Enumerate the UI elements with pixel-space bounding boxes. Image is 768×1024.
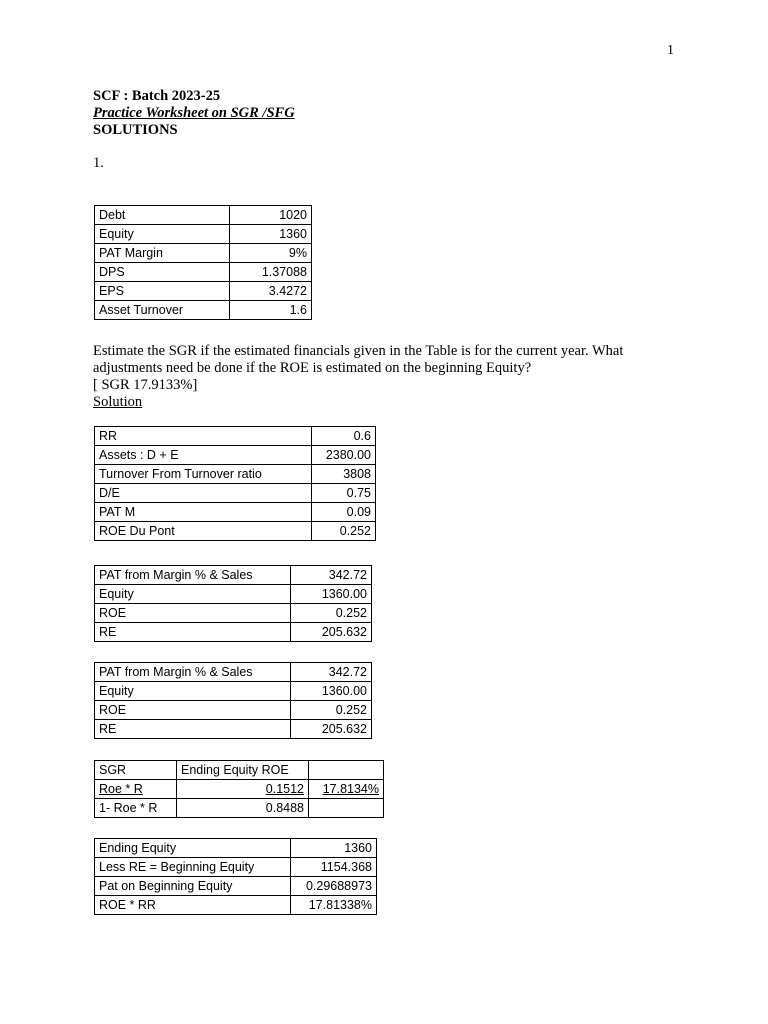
solution-label: Solution bbox=[93, 394, 143, 410]
table-row bbox=[95, 858, 377, 877]
table-cell-label: RR bbox=[95, 427, 312, 446]
table-row bbox=[95, 244, 312, 263]
table-row bbox=[95, 720, 372, 739]
table-row bbox=[95, 427, 376, 446]
table-cell-value: 1360.00 bbox=[291, 682, 372, 701]
table-cell-label: RE bbox=[95, 623, 291, 642]
table-row bbox=[95, 839, 377, 858]
table-row bbox=[95, 522, 376, 541]
table-cell-value: 1360 bbox=[291, 839, 377, 858]
table-cell-label: PAT from Margin % & Sales bbox=[95, 663, 291, 682]
sgr-table bbox=[94, 760, 384, 818]
table-cell-value: 9% bbox=[230, 244, 312, 263]
page-number: 1 bbox=[667, 43, 674, 58]
table-cell-value: 0.252 bbox=[312, 522, 376, 541]
given-financials-table bbox=[94, 205, 312, 320]
table-row bbox=[95, 225, 312, 244]
table-cell-label: Roe * R bbox=[95, 780, 177, 799]
beginning-equity-table bbox=[94, 838, 377, 915]
table-row bbox=[95, 896, 377, 915]
table-row bbox=[95, 503, 376, 522]
table-cell-label: EPS bbox=[95, 282, 230, 301]
question-text: Estimate the SGR if the estimated financials given in the Table is for the current year. What adjustments need be done if the ROE is estimated on the beginning Equity? bbox=[93, 343, 624, 376]
table-cell-value: 3808 bbox=[312, 465, 376, 484]
table-cell-value: 17.81338% bbox=[291, 896, 377, 915]
table-cell-value: 0.09 bbox=[312, 503, 376, 522]
table-row bbox=[95, 799, 384, 818]
question-block bbox=[93, 343, 693, 411]
table-cell-label: Asset Turnover bbox=[95, 301, 230, 320]
table-cell-label: Less RE = Beginning Equity bbox=[95, 858, 291, 877]
table-cell-label: ROE * RR bbox=[95, 896, 291, 915]
table-cell-value: 1.6 bbox=[230, 301, 312, 320]
table-row bbox=[95, 263, 312, 282]
table-cell-label: PAT from Margin % & Sales bbox=[95, 566, 291, 585]
table-cell-value: 3.4272 bbox=[230, 282, 312, 301]
table-cell-label: Turnover From Turnover ratio bbox=[95, 465, 312, 484]
table-row bbox=[95, 301, 312, 320]
answer-text: [ SGR 17.9133%] bbox=[93, 377, 198, 393]
table-row bbox=[95, 282, 312, 301]
table-cell-label: 1- Roe * R bbox=[95, 799, 177, 818]
table-row bbox=[95, 484, 376, 503]
table-cell-label: SGR bbox=[95, 761, 177, 780]
table-cell-value: 342.72 bbox=[291, 663, 372, 682]
table-row bbox=[95, 446, 376, 465]
table-row bbox=[95, 761, 384, 780]
table-cell-value: 1020 bbox=[230, 206, 312, 225]
table-row bbox=[95, 701, 372, 720]
table-row bbox=[95, 623, 372, 642]
table-cell-value: 205.632 bbox=[291, 623, 372, 642]
table-cell-value: 0.252 bbox=[291, 604, 372, 623]
table-cell-value: 1154.368 bbox=[291, 858, 377, 877]
ratio-computation-table bbox=[94, 426, 376, 541]
table-cell-value: 0.29688973 bbox=[291, 877, 377, 896]
table-cell-label: Equity bbox=[95, 585, 291, 604]
table-row bbox=[95, 566, 372, 585]
table-row bbox=[95, 206, 312, 225]
table-cell-value: 1.37088 bbox=[230, 263, 312, 282]
table-cell-label: DPS bbox=[95, 263, 230, 282]
table-cell-value: 0.1512 bbox=[177, 780, 309, 799]
document-header bbox=[93, 88, 295, 139]
table-cell-value: 342.72 bbox=[291, 566, 372, 585]
course-title: SCF : Batch 2023-25 bbox=[93, 88, 221, 104]
worksheet-title: Practice Worksheet on SGR /SFG bbox=[93, 105, 295, 121]
table-cell-value: 17.8134% bbox=[309, 780, 384, 799]
table-cell-value: 0.8488 bbox=[177, 799, 309, 818]
table-cell-label: Ending Equity bbox=[95, 839, 291, 858]
table-cell-value: 1360.00 bbox=[291, 585, 372, 604]
retained-earnings-table-1 bbox=[94, 565, 372, 642]
table-cell-header: Ending Equity ROE bbox=[177, 761, 309, 780]
table-cell-label: ROE bbox=[95, 701, 291, 720]
question-number: 1. bbox=[93, 155, 104, 171]
table-cell-label: Equity bbox=[95, 682, 291, 701]
table-cell-label: RE bbox=[95, 720, 291, 739]
table-cell-value bbox=[309, 761, 384, 780]
table-cell-value: 0.75 bbox=[312, 484, 376, 503]
table-row bbox=[95, 465, 376, 484]
solutions-heading: SOLUTIONS bbox=[93, 122, 178, 138]
table-row bbox=[95, 604, 372, 623]
table-cell-label: D/E bbox=[95, 484, 312, 503]
table-cell-label: PAT M bbox=[95, 503, 312, 522]
table-cell-value: 2380.00 bbox=[312, 446, 376, 465]
table-row bbox=[95, 663, 372, 682]
table-row bbox=[95, 585, 372, 604]
table-cell-label: ROE bbox=[95, 604, 291, 623]
table-cell-label: Pat on Beginning Equity bbox=[95, 877, 291, 896]
table-cell-label: Debt bbox=[95, 206, 230, 225]
table-cell-label: Equity bbox=[95, 225, 230, 244]
table-row bbox=[95, 682, 372, 701]
table-cell-label: ROE Du Pont bbox=[95, 522, 312, 541]
retained-earnings-table-2 bbox=[94, 662, 372, 739]
table-row bbox=[95, 780, 384, 799]
table-row bbox=[95, 877, 377, 896]
table-cell-value: 1360 bbox=[230, 225, 312, 244]
table-cell-value: 205.632 bbox=[291, 720, 372, 739]
table-cell-value: 0.252 bbox=[291, 701, 372, 720]
table-cell-value bbox=[309, 799, 384, 818]
table-cell-value: 0.6 bbox=[312, 427, 376, 446]
table-cell-label: Assets : D + E bbox=[95, 446, 312, 465]
table-cell-label: PAT Margin bbox=[95, 244, 230, 263]
